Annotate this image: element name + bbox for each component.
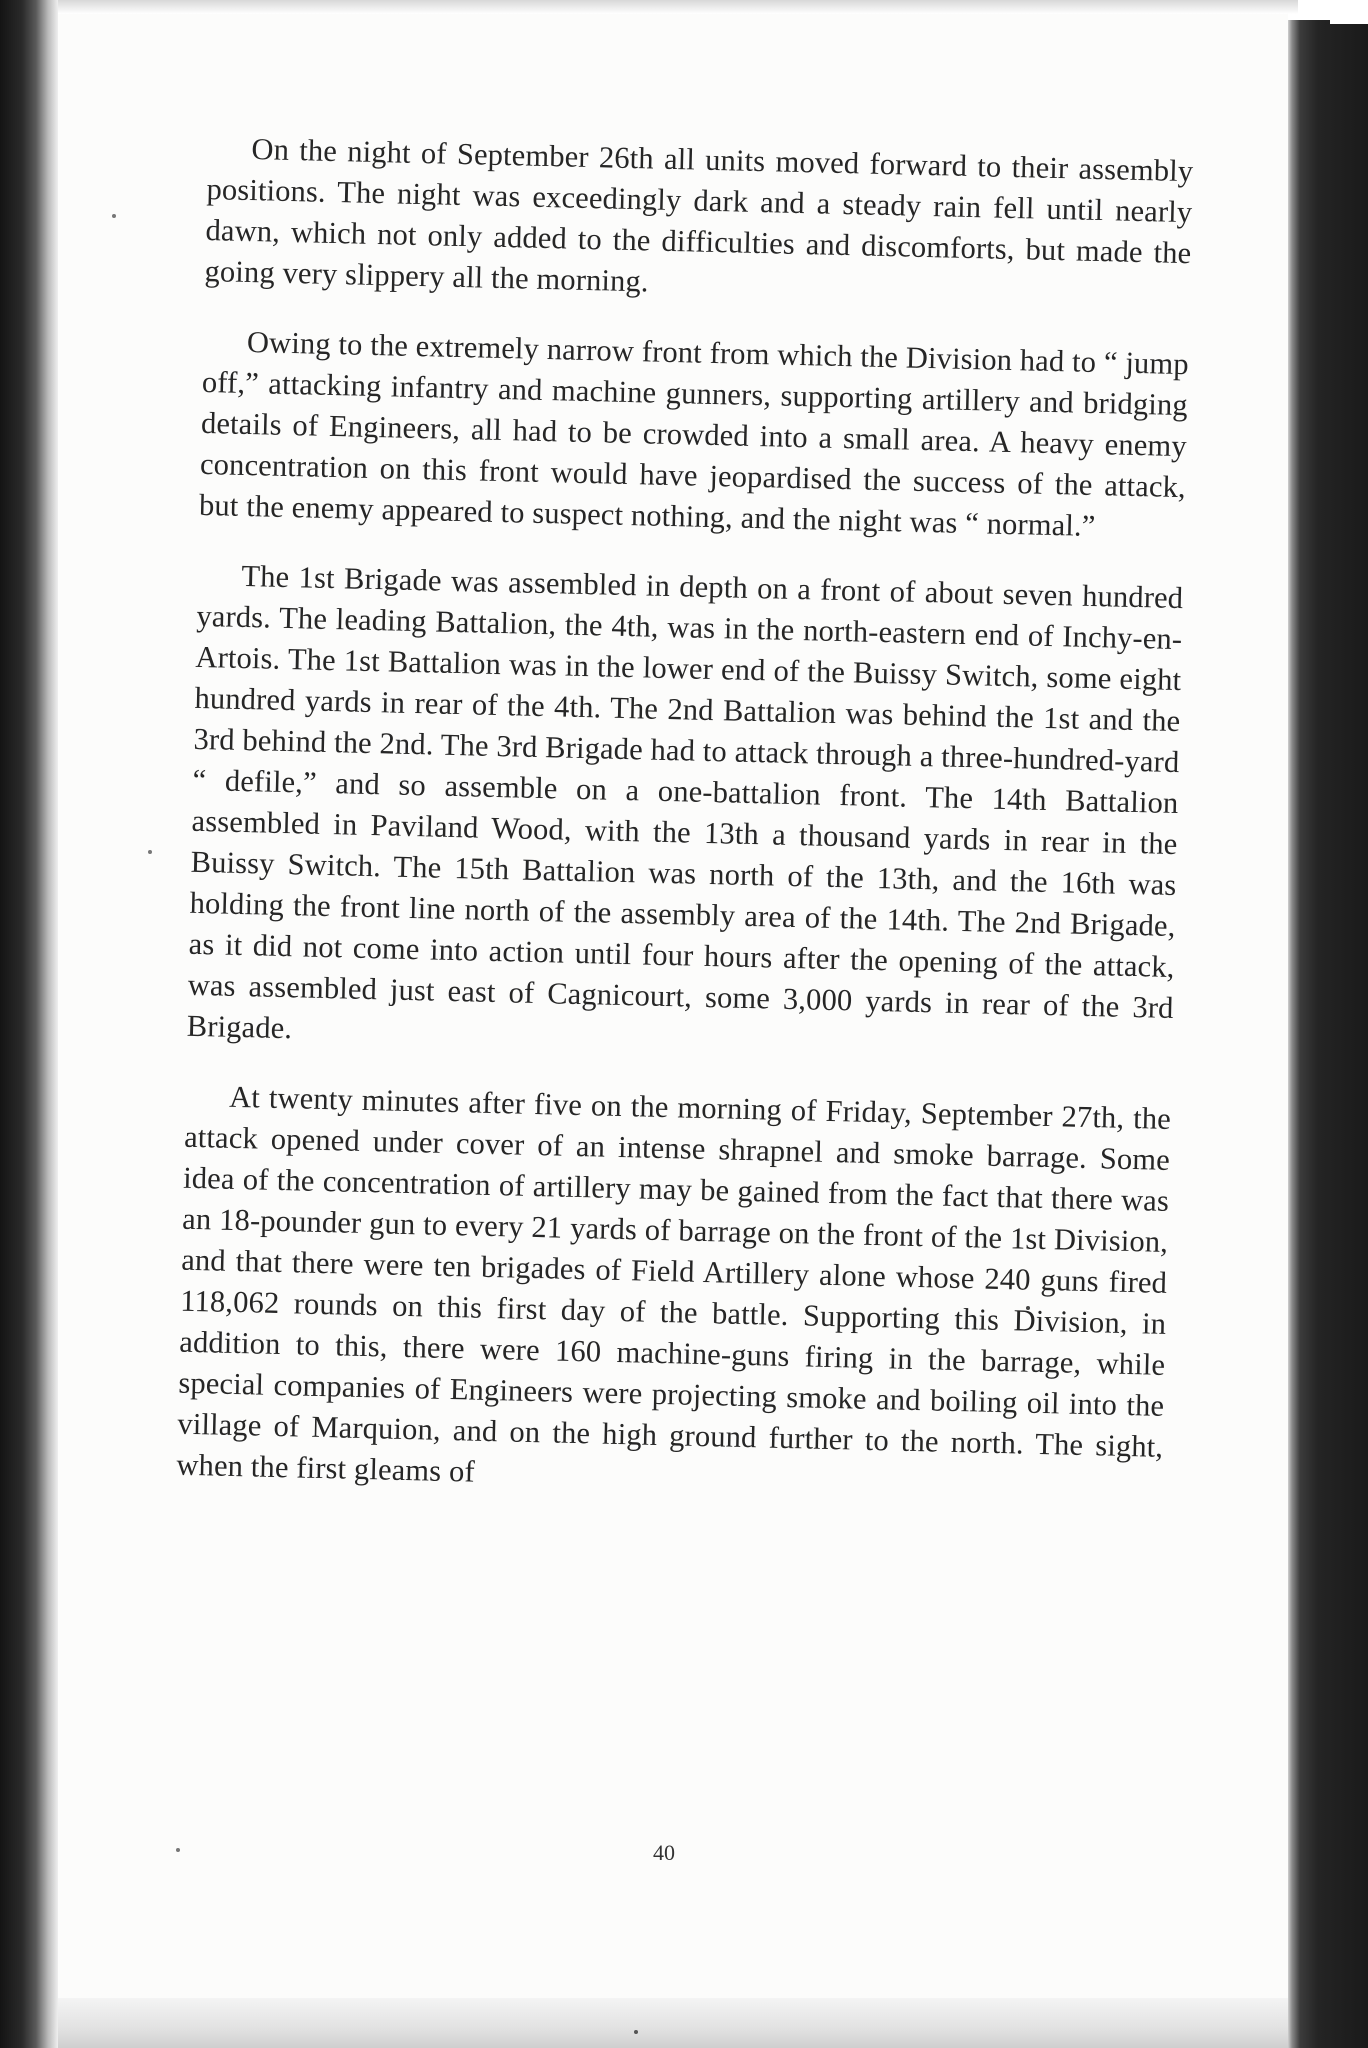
paper-speck xyxy=(176,1848,180,1852)
top-page-shadow xyxy=(58,0,1298,14)
page-number: 40 xyxy=(653,1840,675,1865)
paragraph: On the night of September 26th all units moved forward to their assembly positions. The night was exceedingly dark and a steady rain fell until nearly dawn, which not only added to the difficulties and discomforts, but made the going very slippery all the morning. xyxy=(204,132,1194,299)
paragraph: Owing to the extremely narrow front from which the Division had to “ jump off,” attacking infantry and machine gunners, supporting artillery and bridging details of Engineers, all had to be crowded into a small area. A heavy enemy concentration on this front would have jeopardised the success of the attack, but the enemy appeared to suspect nothing, and the night was “ normal.” xyxy=(198,324,1190,544)
paper-speck xyxy=(634,2030,638,2034)
book-spine-shadow xyxy=(0,0,58,2048)
paragraph: The 1st Brigade was assembled in depth on a front of about seven hundred yards. The leading Battalion, the 4th, was in the north-eastern end of Inchy-en-Artois. The 1st Battalion was in the lower end of the Buissy Switch, some eight hundred yards in rear of the 4th. The 2nd Battalion was behind the 1st and the 3rd behind the 2nd. The 3rd Brigade had to attack through a three-hundred-yard “ defile,” and so assemble on a one-battalion front. The 14th Battalion assembled in Paviland Wood, with the 13th a thousand yards in rear in the Buissy Switch. The 15th Battalion was north of the 13th, and the 16th was holding the front line north of the assembly area of the 14th. The 2nd Brigade, as it did not come into action until four hours after the opening of the attack, was assembled just east of Cagnicourt, some 3,000 yards in rear of the 3rd Brigade. xyxy=(186,558,1184,1046)
facing-page-corner xyxy=(1330,0,1368,24)
facing-page-edge xyxy=(1288,20,1368,2048)
body-text xyxy=(175,128,1193,1538)
paper-speck xyxy=(148,850,152,854)
paper-speck xyxy=(112,214,116,218)
paragraph: At twenty minutes after five on the morning of Friday, September 27th, the attack opened under cover of an intense shrapnel and smoke barrage. Some idea of the concentration of artillery may be gained from the fact that there was an 18-pounder gun to every 21 yards of barrage on the front of the 1st Division, and that there were ten brigades of Field Artillery alone whose 240 guns fired 118,062 rounds on this first day of the battle. Supporting this Division, in addition to this, there were 160 machine-guns firing in the barrage, while special companies of Engineers were projecting smoke and boiling oil into the village of Marquion, and on the high ground further to the north. The sight, when the first gleams of xyxy=(176,1079,1172,1489)
page-bottom-edge xyxy=(58,1998,1288,2048)
